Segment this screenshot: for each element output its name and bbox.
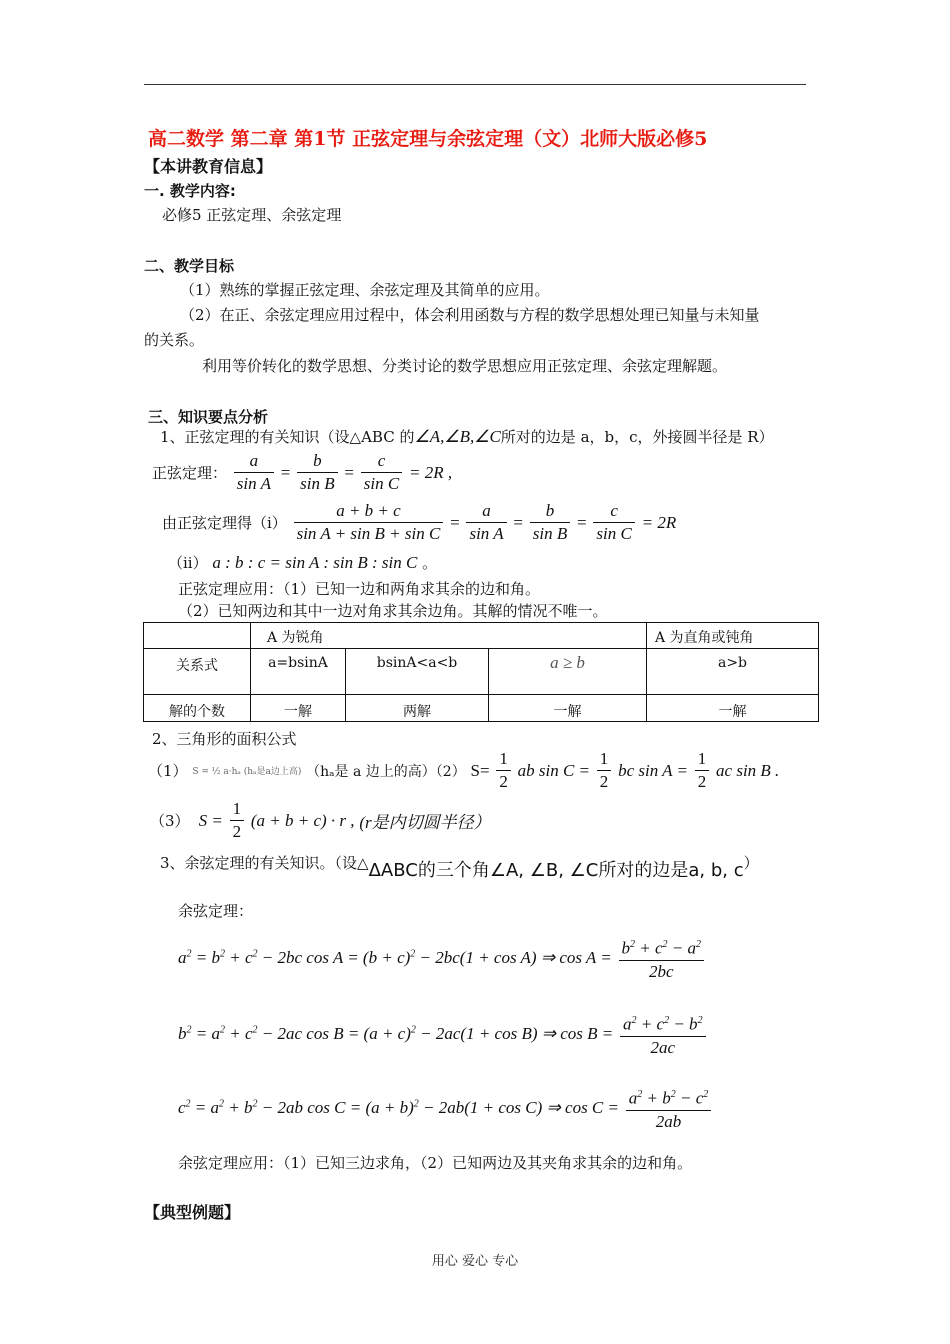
cosB-fraction: $\frac{a^2 + c^2 - b^2}{2ac}$: [620, 1010, 706, 1059]
sine-knowledge-prefix: 1、正弦定理的有关知识（设△ABC 的: [160, 428, 415, 446]
area-small-formula: S = ½ a·hₐ (hₐ是a边上高): [192, 767, 302, 777]
relation-between: bsinA<a<b: [346, 649, 489, 695]
area-item-1: （1）: [148, 762, 188, 780]
row-relation-label: 关系式: [144, 649, 251, 695]
area-s-eq: S=: [470, 760, 490, 780]
angle-list: ∠A,∠B,∠C: [414, 427, 501, 446]
cosine-application: 余弦定理应用：（1）已知三边求角，（2）已知两边及其夹角求其余的边和角。: [178, 1154, 693, 1172]
sine-rule-label: 正弦定理：: [152, 464, 228, 482]
area-heading: 2、三角形的面积公式: [152, 730, 297, 748]
cosine-formula-a: $a^2 = b^2 + c^2 - 2bc$ $\cos A = (b + c)^2 - 2bc(1 + \cos A)$ ⇒ cos A = $\frac{b^2 + c^2 - a^2}{2bc}$: [178, 934, 706, 983]
count-2: 两解: [346, 695, 489, 722]
header-acute: A 为锐角: [251, 623, 647, 649]
sine-rule: 正弦定理： $\frac{a}{\text{sin A}}$ = $\frac{b}{\text{sin B}}$ = $\frac{c}{\text{sin C}}$ = 2R ,: [152, 451, 453, 493]
table-corner: [144, 623, 251, 649]
area-formula-line: （1） S = ½ a·hₐ (hₐ是a边上高) （hₐ是 a 边上的高）（2） S= $\frac{1}{2}$ ab sin C = $\frac{1}{2}$ bc sin A = $\frac{1}{2}$ ac sin B .: [148, 749, 780, 791]
fraction-b-sinB-2: $\frac{b}{\text{sin B}}$: [530, 500, 570, 545]
section2-heading: 二、教学目标: [144, 257, 235, 275]
relation-equal: a=bsinA: [251, 649, 346, 695]
cosine-heading-suffix: ΔABC的三个角∠A, ∠B, ∠C所对的边是a, b, c: [368, 860, 744, 881]
relation-geq: a ≥ b: [489, 649, 647, 695]
section1-body: 必修5 正弦定理、余弦定理: [162, 206, 342, 224]
sine-app-1: 正弦定理应用：（1）已知一边和两角求其余的边和角。: [178, 580, 541, 598]
half-fraction-2: $\frac{1}{2}$: [597, 748, 612, 793]
fraction-a-sinA: $\frac{a}{\text{sin A}}$: [234, 450, 274, 495]
solution-count-table: [143, 622, 819, 722]
fraction-c-sinC: $\frac{c}{\text{sin C}}$: [361, 450, 402, 495]
cosine-formula-c: $c^2 = a^2 + b^2 - 2ab$ $\cos C = (a + b)^2 - 2ab(1 + \cos C)$ ⇒ cos C = $\frac{a^2 + b^2 - c^2}{2ab}$: [178, 1084, 713, 1133]
cosine-heading-prefix: 3、余弦定理的有关知识。（设△: [160, 854, 369, 872]
area-item-3: （3）: [150, 812, 190, 830]
fraction-c-sinC-2: $\frac{c}{\text{sin C}}$: [593, 500, 634, 545]
sine-app-2: （2）已知两边和其中一边对角求其余边角。其解的情况不唯一。: [178, 602, 608, 620]
cosC-fraction: $\frac{a^2 + b^2 - c^2}{2ab}$: [626, 1084, 712, 1133]
ratio-expression: a : b : c = sin A : sin B : sin C: [212, 553, 418, 572]
half-fraction-3: $\frac{1}{2}$: [695, 748, 710, 793]
area-formula-3: （3） S = $\frac{1}{2}$ (a + b + c) · r , (r是内切圆半径）: [150, 799, 491, 841]
ratio-line: [168, 552, 437, 573]
relation-greater: a>b: [647, 649, 819, 695]
ratio-label: （ii）: [168, 554, 208, 572]
height-note: （hₐ是 a 边上的高）（2）: [306, 763, 466, 780]
cosine-heading-end: ）: [743, 854, 759, 872]
top-rule: [144, 84, 806, 85]
count-3: 一解: [489, 695, 647, 722]
cosine-label: 余弦定理：: [178, 902, 254, 920]
page-footer: 用心 爱心 专心: [431, 1254, 519, 1269]
sine-rule-derived: 由正弦定理得（i） $\frac{a + b + c}{\text{sin A + sin B + sin C}}$ = $\frac{a}{\text{sin A}}$ = $\frac{b}{\text{sin B}}$ = $\frac{c}{\text{sin C}}$ = 2R: [162, 501, 677, 543]
ratio-end: 。: [422, 554, 438, 572]
count-4: 一解: [647, 695, 819, 722]
header-obtuse: A 为直角或钝角: [647, 623, 819, 649]
derived-label: 由正弦定理得（i）: [162, 514, 287, 532]
sine-knowledge-line: [160, 426, 774, 447]
goal-2-line1: （2）在正、余弦定理应用过程中，体会利用函数与方程的数学思想处理已知量与未知量: [180, 306, 760, 324]
section3-heading: 三、知识要点分析: [148, 408, 269, 426]
cosine-heading: [160, 852, 759, 882]
row-count-label: 解的个数: [144, 695, 251, 722]
half-fraction-1: $\frac{1}{2}$: [496, 748, 511, 793]
fraction-a-sinA-2: $\frac{a}{\text{sin A}}$: [466, 500, 506, 545]
inradius-note: (r是内切圆半径）: [359, 813, 491, 832]
examples-heading: 【典型例题】: [144, 1203, 241, 1222]
goal-2-line2: 的关系。: [144, 331, 205, 349]
half-fraction-4: $\frac{1}{2}$: [230, 798, 245, 843]
section1-heading: 一. 教学内容:: [144, 182, 236, 200]
info-heading: 【本讲教育信息】: [144, 157, 273, 176]
fraction-sum: $\frac{a + b + c}{\text{sin A + sin B + sin C}}$: [294, 500, 444, 545]
cosA-fraction: $\frac{b^2 + c^2 - a^2}{2bc}$: [619, 934, 705, 983]
fraction-b-sinB: $\frac{b}{\text{sin B}}$: [297, 450, 337, 495]
cosine-formula-b: $b^2 = a^2 + c^2 - 2ac$ $\cos B = (a + c)^2 - 2ac(1 + \cos B)$ ⇒ cos B = $\frac{a^2 + c^2 - b^2}{2ac}$: [178, 1010, 708, 1059]
sine-knowledge-suffix: 所对的边是 a，b，c，外接圆半径是 R）: [500, 428, 774, 446]
count-1: 一解: [251, 695, 346, 722]
goal-3: 利用等价转化的数学思想、分类讨论的数学思想应用正弦定理、余弦定理解题。: [202, 357, 728, 375]
document-title: 高二数学 第二章 第1节 正弦定理与余弦定理（文）北师大版必修5: [148, 128, 708, 150]
goal-1: （1）熟练的掌握正弦定理、余弦定理及其简单的应用。: [180, 281, 550, 299]
